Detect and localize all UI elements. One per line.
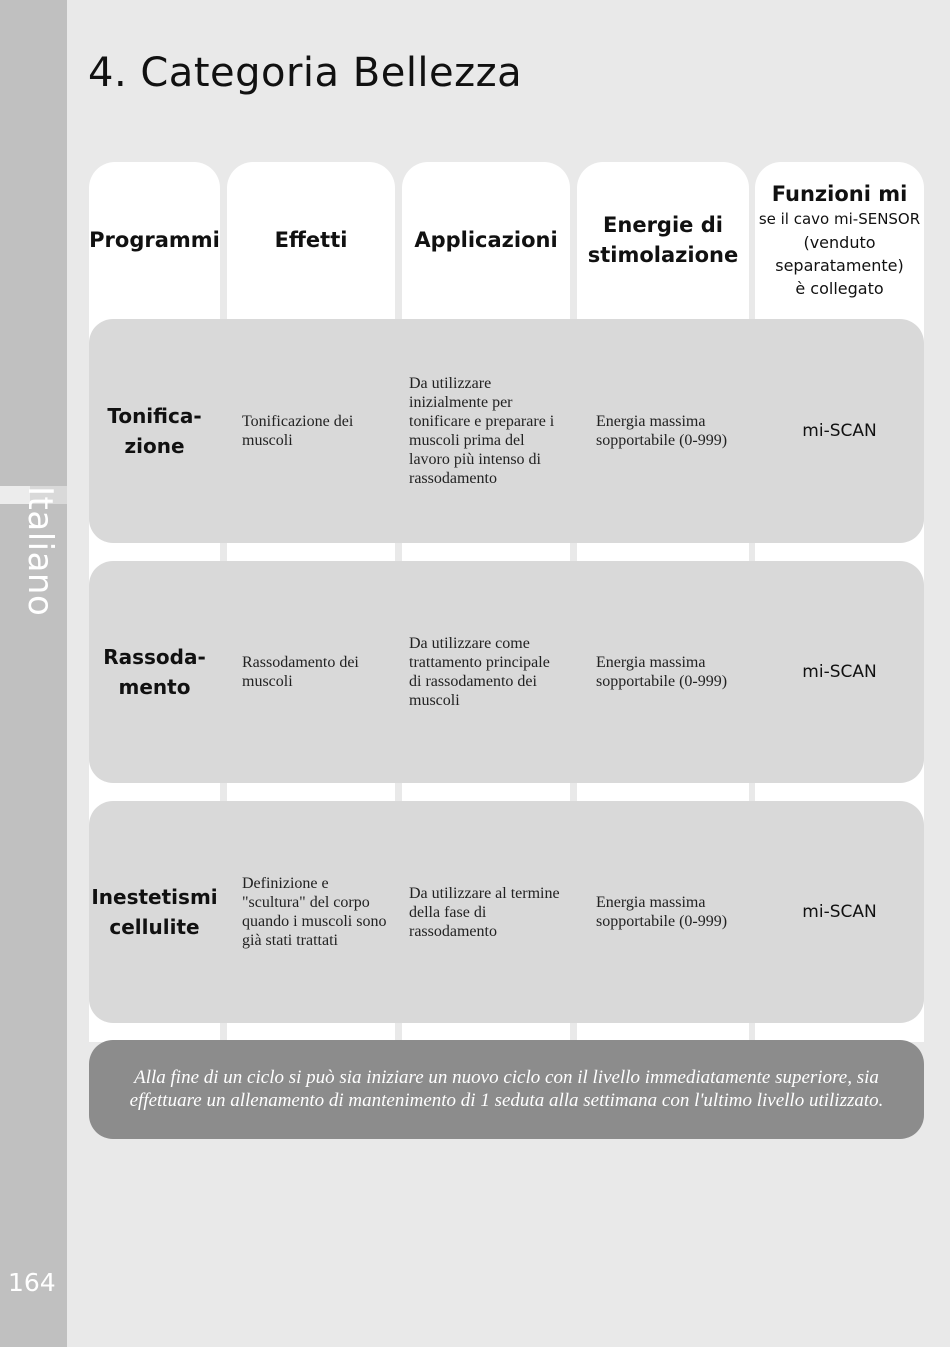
effects-cell: Rassodamento dei muscoli	[242, 654, 359, 690]
language-label: Italiano	[20, 486, 60, 617]
program-name: Inestetismi cellulite	[91, 885, 218, 939]
side-bar	[0, 0, 67, 1347]
program-name: Tonifica- zione	[107, 404, 202, 458]
header-effetti: Effetti	[274, 228, 348, 252]
program-name: Rassoda- mento	[103, 645, 206, 699]
applications-cell: Da utilizzare inizialmente per tonificare e preparare i muscoli prima del lavoro più intenso di rassodamento	[409, 375, 555, 487]
footer-note: Alla fine di un ciclo si può sia iniziare un nuovo ciclo con il livello immediatamente superiore, sia effettuare un allenamento di mantenimento di 1 seduta alla settimana con l'ultimo livello utilizzato.	[89, 1040, 924, 1139]
energy-cell: Energia massima sopportabile (0-999)	[596, 894, 728, 930]
header-applicazioni: Applicazioni	[414, 228, 558, 252]
header-programmi: Programmi	[89, 228, 220, 252]
header-funzioni: Funzioni mi se il cavo mi-SENSOR (venduto separatamente) è collegato	[758, 182, 921, 298]
page-number: 164	[8, 1268, 56, 1297]
applications-cell: Da utilizzare al termine della fase di rassodamento	[409, 884, 560, 940]
function-cell: mi-SCAN	[802, 662, 877, 682]
applications-cell: Da utilizzare come trattamento principale di rassodamento dei muscoli	[409, 635, 550, 709]
header-energie: Energie di stimolazione	[587, 213, 739, 267]
effects-cell: Definizione e "scultura" del corpo quando i muscoli sono già stati trattati	[242, 875, 387, 949]
page-title: 4. Categoria Bellezza	[88, 50, 523, 96]
effects-cell: Tonificazione dei muscoli	[242, 413, 354, 449]
energy-cell: Energia massima sopportabile (0-999)	[596, 413, 728, 449]
energy-cell: Energia massima sopportabile (0-999)	[596, 654, 728, 690]
function-cell: mi-SCAN	[802, 421, 877, 441]
function-cell: mi-SCAN	[802, 902, 877, 922]
